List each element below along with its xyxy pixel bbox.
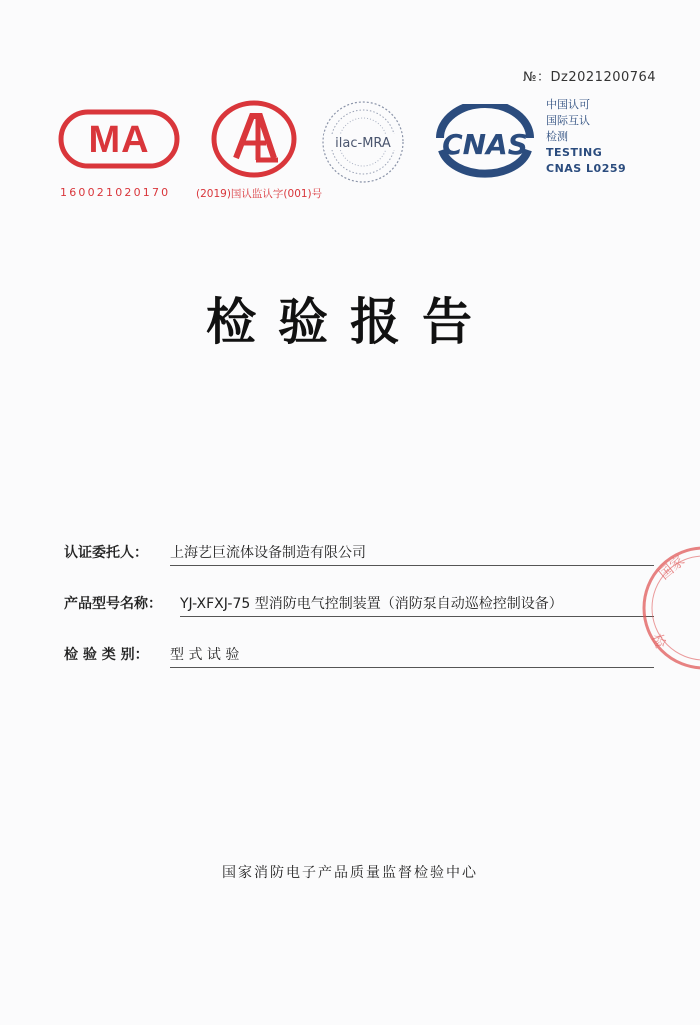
client-field (64, 542, 654, 566)
cal-logo (208, 98, 300, 180)
product-field (64, 593, 654, 617)
client-label: 认证委托人： (64, 545, 148, 561)
product-underline (180, 616, 654, 617)
cnas-side-line: 检测 (546, 130, 568, 143)
cnas-side-line: CNAS L0259 (546, 162, 627, 175)
svg-text:国家: 国家 (656, 552, 689, 584)
cma-code: 160021020170 (60, 186, 171, 199)
type-field (64, 644, 654, 668)
issuing-organization: 国家消防电子产品质量监督检验中心 (222, 865, 478, 881)
cma-logo (58, 108, 180, 170)
type-value: 型 式 试 验 (170, 647, 240, 663)
cnas-side-line: TESTING (546, 146, 603, 159)
svg-text:检: 检 (648, 631, 669, 651)
cnas-side-text (546, 97, 626, 177)
client-underline (170, 565, 654, 566)
product-value: YJ-XFXJ-75 型消防电气控制装置（消防泵自动巡检控制设备） (180, 596, 563, 612)
ilac-text: ilac-MRA (335, 136, 391, 151)
accreditation-logos (0, 0, 700, 210)
official-seal (638, 540, 700, 676)
ilac-mra-logo (318, 98, 408, 186)
cnas-side-line: 国际互认 (546, 114, 590, 127)
product-label: 产品型号名称： (64, 596, 162, 612)
cnas-side-line: 中国认可 (546, 98, 590, 111)
report-number: №：Dz2021200764 (523, 70, 657, 85)
cal-code: (2019)国认监认字(001)号 (196, 188, 323, 200)
svg-text:MA: MA (88, 119, 150, 161)
type-label: 检 验 类 别： (64, 647, 149, 663)
type-underline (170, 667, 654, 668)
report-title: 检验报告 (206, 293, 494, 351)
cnas-text: CNAS (442, 128, 528, 161)
client-value: 上海艺巨流体设备制造有限公司 (170, 545, 366, 561)
cnas-logo (430, 104, 540, 182)
